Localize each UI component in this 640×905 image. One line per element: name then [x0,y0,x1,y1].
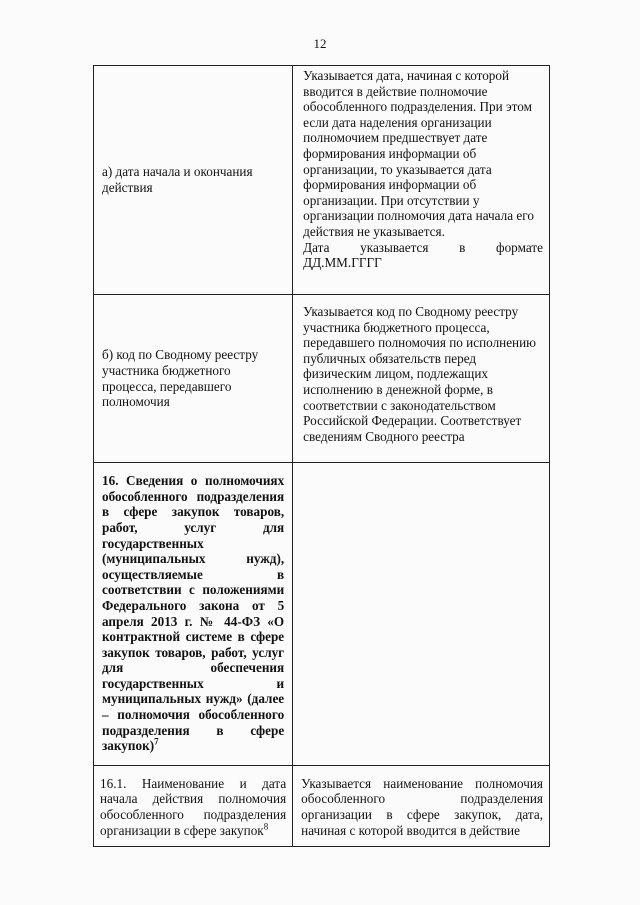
row-b-left-text: б) код по Сводному реестру участника бюджетного процесса, передавшего полномочия [102,347,259,410]
format-word-2: указывается [360,239,429,255]
section-16-heading [94,468,292,760]
table-row [94,66,550,295]
format-word-4: формате [496,239,543,255]
item-16-1-label-text: 16.1. Наименование и дата начала действия полномочия обособленного подразделения организации в сфере закупок [100,775,287,838]
format-word-3: в [459,239,466,255]
row-a-format-line [303,240,543,256]
row-a-left-cell [94,66,293,295]
document-table [93,65,550,847]
row-a-left-text: а) дата начала и окончания действия [102,164,253,195]
section-16-right-text [293,612,549,616]
item-16-1-description: Указывается наименование полномочия обособленного подразделения организации в сфере закупок, дата, начиная с которой вводится в действие [301,775,543,838]
table-row [94,766,550,847]
row-a-format-value: ДД.ММ.ГГГГ [303,255,382,271]
section-16-heading-text: 16. Сведения о полномочиях обособленного подразделения в сфере закупок товаров, работ, услуг для государственных (муниципальных нужд), осуществляемые в соответствии с положениями Федерального закона от 5 апреля 2013 г. № 44-ФЗ «О контрактной системе в сфере закупок товаров, работ, услуг для обеспечения государственных и муниципальных нужд» (далее – полномочия обособленного подразделения в сфере закупок) [102,473,285,754]
format-word-1: Дата [303,239,330,255]
section-16-empty-cell [293,463,550,766]
footnote-7: 7 [154,736,159,747]
item-16-1-label [94,774,292,838]
row-a-right-content [293,66,549,273]
row-a-right-text: Указывается дата, начиная с которой вводится в действие полномочие обособленного подразделения. При этом если дата наделения организации полномочием предшествует дате формирования информации об организации, то указывается дата формирования информации об организации. При отсутствии у организации полномочия дата начала его действия не указывается. [303,68,534,239]
table-row [94,463,550,766]
row-b-right-text: Указывается код по Сводному реестру участника бюджетного процесса, передавшего полномочия по исполнению публичных обязательств перед физическим лицом, подлежащих исполнению в денежной форме, в соответствии с законодательством Российской Федерации. Соответствует сведениям Сводного реестра [303,304,537,444]
item-16-1-right-cell [293,766,550,847]
section-16-heading-cell [94,463,293,766]
page-number: 12 [313,36,327,51]
row-b-left-cell [94,295,293,463]
row-a-right-cell [293,66,550,295]
item-16-1-left-cell [94,766,293,847]
table-row [94,295,550,463]
footnote-8: 8 [263,821,269,832]
row-b-right-cell [293,295,550,463]
